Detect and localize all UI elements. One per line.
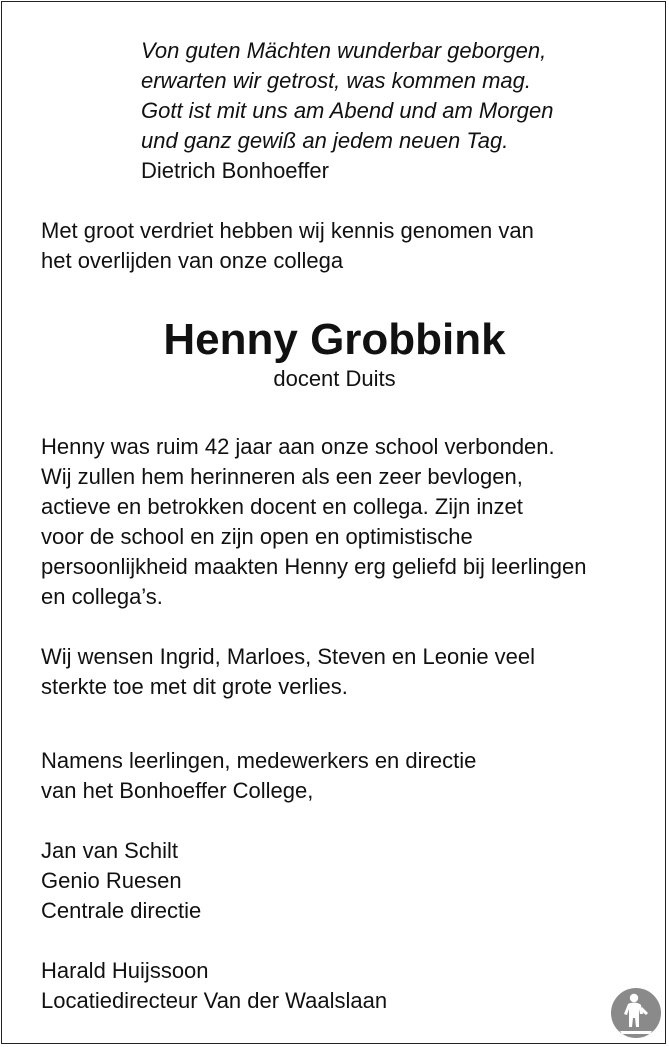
paragraph-line: Wij zullen hem herinneren als een zeer bevlogen, [41, 464, 523, 489]
poem-line: Von guten Mächten wunderbar geborgen, [141, 38, 547, 63]
intro-text [41, 216, 534, 276]
obituary-card [1, 1, 666, 1044]
paragraph-line: en collega’s. [41, 584, 163, 609]
signer-line: Centrale directie [41, 898, 202, 923]
wish-line: Wij wensen Ingrid, Marloes, Steven en Leonie veel [41, 644, 536, 669]
signer-line: Harald Huijssoon [41, 958, 209, 983]
signers-location [41, 956, 387, 1016]
namens-line: van het Bonhoeffer College, [41, 778, 314, 803]
signer-line: Jan van Schilt [41, 838, 178, 863]
paragraph-line: Henny was ruim 42 jaar aan onze school verbonden. [41, 434, 555, 459]
namens-line: Namens leerlingen, medewerkers en directie [41, 748, 477, 773]
paragraph-line: actieve en betrokken docent en collega. Zijn inzet [41, 494, 523, 519]
poem-line: erwarten wir getrost, was kommen mag. [141, 68, 532, 93]
deceased-role: docent Duits [273, 366, 396, 391]
intro-line: Met groot verdriet hebben wij kennis genomen van [41, 218, 534, 243]
deceased-name: Henny Grobbink [163, 315, 506, 364]
paragraph-line: persoonlijkheid maakten Henny erg geliefd bij leerlingen [41, 554, 587, 579]
signer-line: Genio Ruesen [41, 868, 182, 893]
paragraph-line: voor de school en zijn open en optimistische [41, 524, 473, 549]
signers-central [41, 836, 201, 926]
tribute-paragraph [41, 432, 586, 612]
condolence-wish [41, 642, 535, 702]
poem-author: Dietrich Bonhoeffer [141, 158, 329, 183]
wish-line: sterkte toe met dit grote verlies. [41, 674, 348, 699]
signer-line: Locatiedirecteur Van der Waalslaan [41, 988, 388, 1013]
poem-line: und ganz gewiß an jedem neuen Tag. [141, 128, 509, 153]
poem-line: Gott ist mit uns am Abend und am Morgen [141, 98, 554, 123]
intro-line: het overlijden van onze collega [41, 248, 344, 273]
poem [141, 36, 554, 156]
memorial-figure-icon [610, 987, 662, 1039]
on-behalf-of [41, 746, 476, 806]
